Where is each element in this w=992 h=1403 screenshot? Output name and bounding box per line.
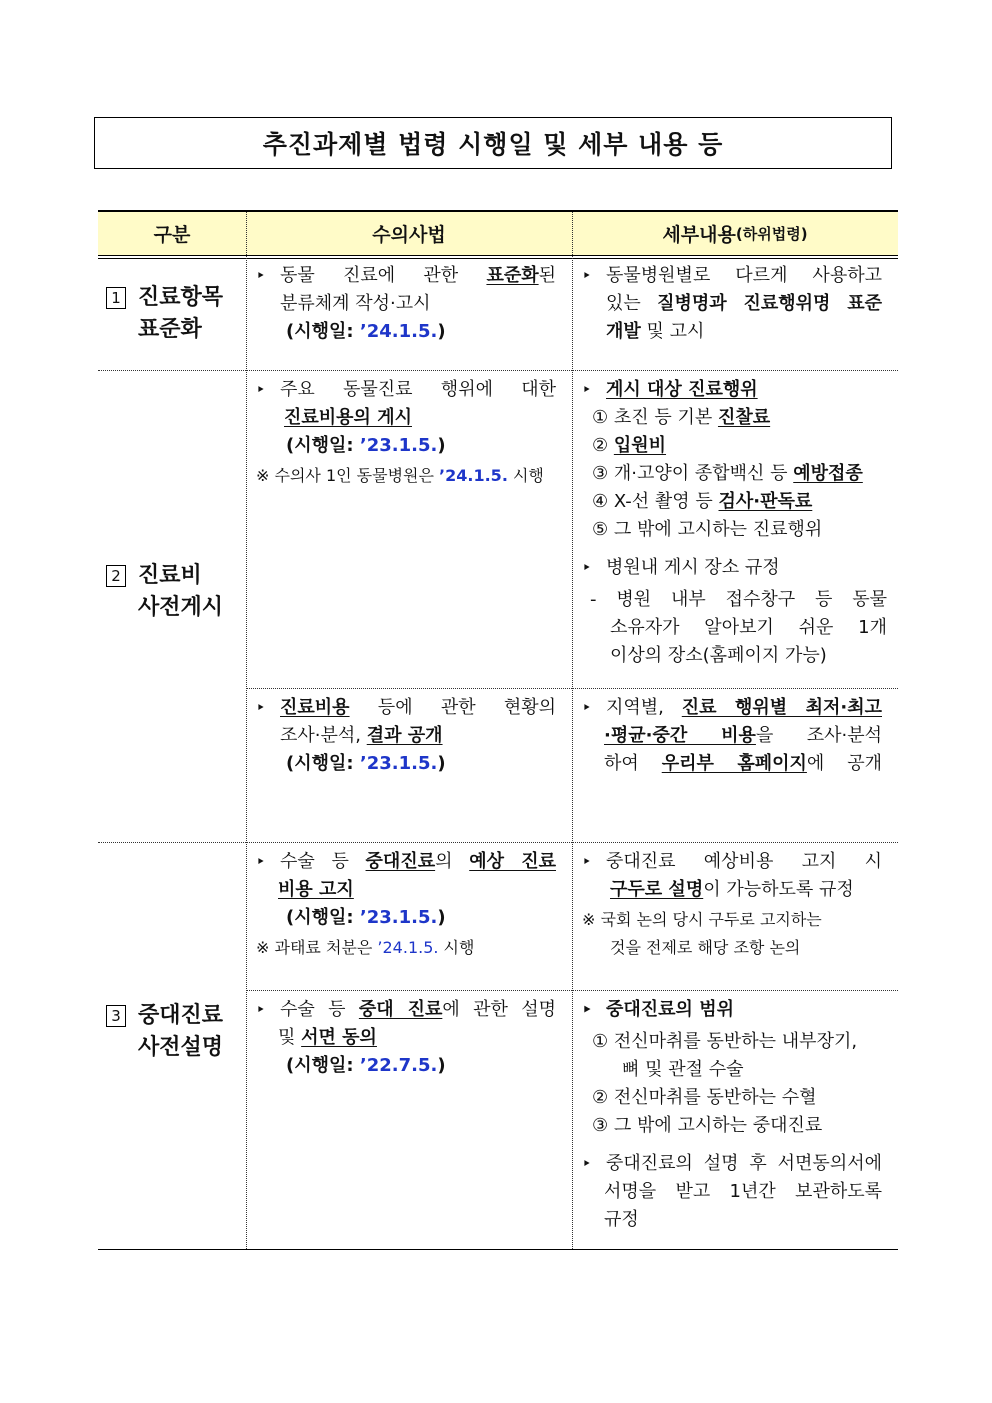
row1-detail-cell — [582, 262, 882, 346]
detail-text: 서명을 받고 1년간 보관하도록 — [604, 1181, 882, 1202]
detail-item: ③ 개·고양이 종합백신 등 예방접종 — [592, 463, 863, 484]
row3b-law-cell — [256, 996, 556, 1080]
law-text: ‣ 진료비용 등에 관한 현황의 — [256, 694, 556, 722]
detail-text: 있는 질병명과 진료행위명 표준 — [606, 293, 882, 314]
law-note: ※ 수의사 1인 동물병원은 ’24.1.5. 시행 — [256, 466, 544, 485]
detail-heading: ‣ 중대진료의 범위 — [582, 996, 892, 1024]
detail-item: ③ 그 밖에 고시하는 중대진료 — [592, 1115, 823, 1136]
effective-date: (시행일: ’23.1.5.) — [286, 753, 446, 774]
law-text: 비용 고지 — [278, 879, 354, 900]
category-number: 3 — [106, 1005, 126, 1027]
category-1 — [106, 282, 223, 346]
row2b-detail-cell — [582, 694, 882, 778]
category-label: 중대진료 — [138, 1003, 224, 1028]
row1-law-cell — [256, 262, 556, 346]
category-3 — [106, 1000, 223, 1064]
detail-note: ※ 국회 논의 당시 구두로 고지하는 — [582, 910, 822, 929]
header-bottom-border-1 — [98, 255, 898, 256]
page-title: 추진과제별 법령 시행일 및 세부 내용 등 — [262, 130, 724, 159]
detail-note: 것을 전제로 해당 조항 논의 — [610, 938, 801, 957]
law-note: ※ 과태료 처분은 ’24.1.5. 시행 — [256, 938, 475, 957]
effective-date: (시행일: ’23.1.5.) — [286, 907, 446, 928]
row3a-law-cell — [256, 848, 556, 962]
header-bottom-border-2 — [98, 258, 898, 259]
row2b-law-cell — [256, 694, 556, 778]
row3a-detail-cell — [582, 848, 882, 962]
detail-text: 구두로 설명이 가능하도록 규정 — [610, 879, 854, 900]
category-2 — [106, 560, 223, 624]
column-divider-1 — [246, 212, 247, 1249]
detail-item: ② 입원비 — [592, 435, 667, 456]
detail-text: ‣ 지역별, 진료 행위별 최저·최고 — [582, 694, 882, 722]
detail-text: 이상의 장소(홈페이지 가능) — [610, 645, 827, 666]
law-text: 분류체계 작성·고시 — [280, 293, 431, 314]
detail-heading: ‣ 게시 대상 진료행위 — [582, 376, 887, 404]
row2a-detail-cell — [582, 376, 887, 670]
row-divider-1 — [98, 370, 898, 371]
title-box — [94, 117, 892, 169]
law-text: 조사·분석, 결과 공개 — [280, 725, 443, 746]
law-text: 및 서면 동의 — [278, 1027, 377, 1048]
detail-text: ‣ 동물병원별로 다르게 사용하고 — [582, 262, 882, 290]
table-bottom-border — [98, 1249, 898, 1250]
header-details-main: 세부내용 — [662, 224, 736, 246]
header-details-sub: (하위법령) — [735, 225, 808, 243]
header-details — [572, 212, 898, 255]
header-category: 구분 — [153, 224, 191, 246]
category-label: 진료비 — [138, 563, 202, 588]
column-divider-2 — [572, 212, 573, 1249]
detail-text: ‣ 중대진료의 설명 후 서면동의서에 — [582, 1150, 882, 1178]
category-number: 1 — [106, 287, 126, 309]
category-label: 표준화 — [138, 317, 202, 342]
effective-date: (시행일: ’24.1.5.) — [286, 321, 446, 342]
law-text: 진료비용의 게시 — [284, 407, 412, 428]
category-number: 2 — [106, 565, 126, 587]
detail-item: 뼈 및 관절 수술 — [622, 1059, 744, 1080]
detail-text: 소유자가 알아보기 쉬운 1개 — [610, 617, 887, 638]
category-label: 사전게시 — [138, 595, 224, 620]
detail-item: ② 전신마취를 동반하는 수혈 — [592, 1087, 817, 1108]
detail-text: 하여 우리부 홈페이지에 공개 — [604, 753, 883, 774]
row3b-detail-cell — [582, 996, 892, 1234]
category-label: 진료항목 — [138, 285, 224, 310]
detail-text: 개발 및 고시 — [606, 321, 705, 342]
detail-item: ④ X-선 촬영 등 검사·판독료 — [592, 491, 813, 512]
header-law: 수의사법 — [372, 224, 446, 246]
detail-text: - 병원 내부 접수창구 등 동물 — [590, 589, 887, 610]
law-text: ‣ 동물 진료에 관한 표준화된 — [256, 262, 556, 290]
detail-item: ① 초진 등 기본 진찰료 — [592, 407, 771, 428]
detail-item: ⑤ 그 밖에 고시하는 진료행위 — [592, 519, 823, 540]
row-divider-2 — [98, 842, 898, 843]
detail-text: 규정 — [604, 1209, 639, 1230]
category-label: 사전설명 — [138, 1035, 224, 1060]
effective-date: (시행일: ’22.7.5.) — [286, 1055, 446, 1076]
detail-text: ·평균·중간 비용을 조사·분석 — [604, 725, 882, 746]
law-text: ‣ 주요 동물진료 행위에 대한 — [256, 376, 556, 404]
detail-text: ‣ 중대진료 예상비용 고지 시 — [582, 848, 882, 876]
detail-item: ① 전신마취를 동반하는 내부장기, — [592, 1031, 858, 1052]
effective-date: (시행일: ’23.1.5.) — [286, 435, 446, 456]
row2a-law-cell — [256, 376, 556, 490]
law-text: ‣ 수술 등 중대진료의 예상 진료 — [256, 848, 556, 876]
detail-text: ‣ 병원내 게시 장소 규정 — [582, 554, 887, 582]
law-text: ‣ 수술 등 중대 진료에 관한 설명 — [256, 996, 556, 1024]
